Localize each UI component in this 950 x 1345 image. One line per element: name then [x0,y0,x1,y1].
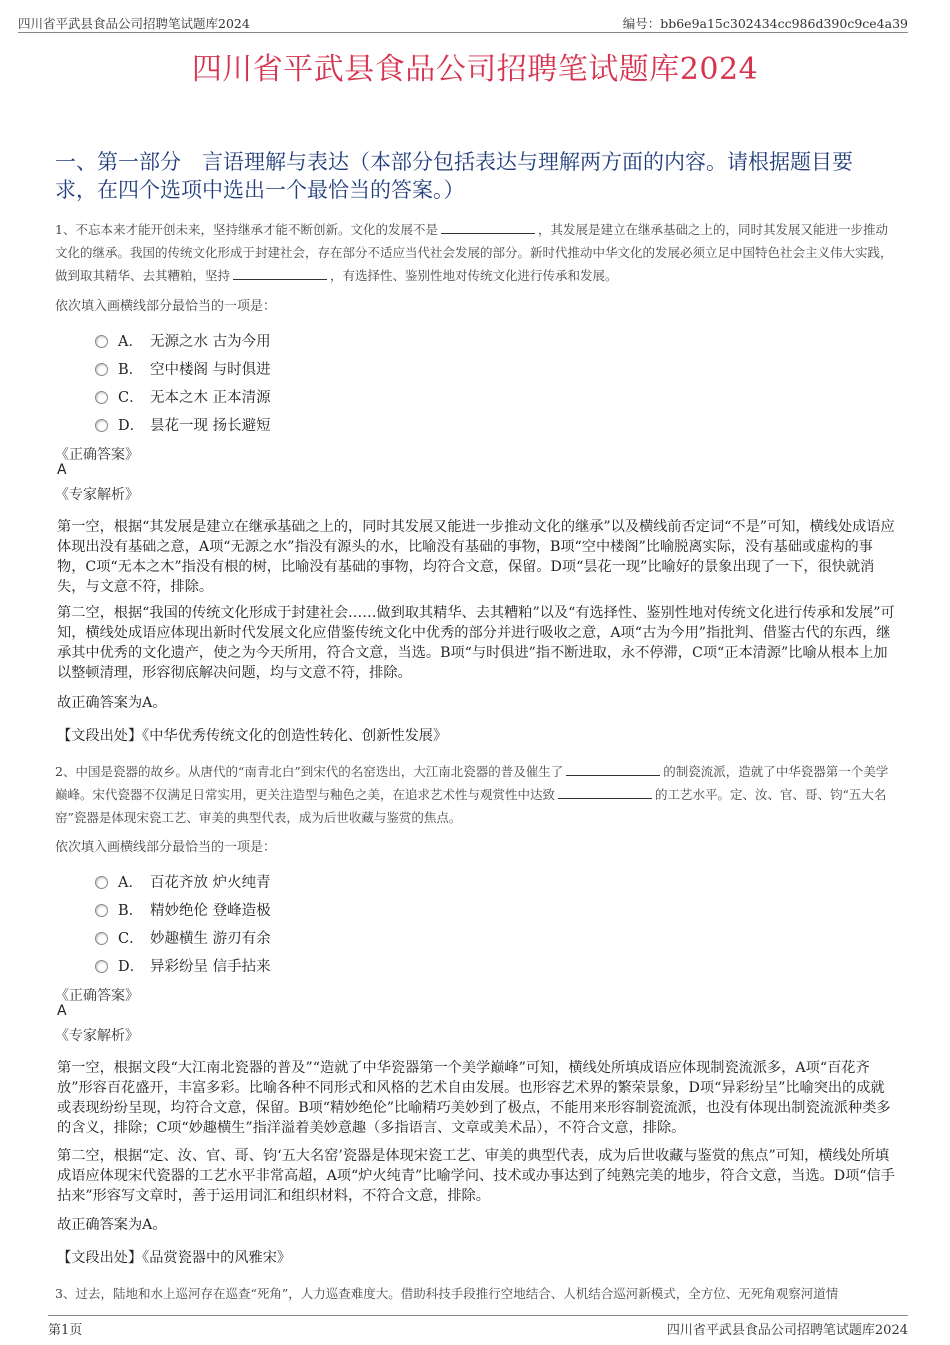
option-d[interactable] [95,955,271,976]
option-text: 无本之木 正本清源 [150,390,271,406]
option-letter: C． [118,390,144,406]
footer-page-number: 第1页 [48,1323,83,1338]
source-citation: 【文段出处】《中华优秀传统文化的创造性转化、创新性发展》 [57,728,448,744]
question-text-part: 的工艺水平。定、汝、官、哥、钧“五大名窑”瓷器是体现宋瓷工艺、审美的典型代表，成为后世收藏与鉴赏的焦点。 [55,787,887,825]
option-letter: B． [118,903,144,919]
option-text: 百花齐放 炉火纯青 [150,875,271,891]
option-c[interactable] [95,386,271,407]
analysis-label: 《专家解析》 [55,1028,139,1044]
option-a[interactable] [95,330,271,351]
page-header [18,12,908,33]
option-c[interactable] [95,927,271,948]
analysis-paragraph: 第一空，根据“其发展是建立在继承基础之上的，同时其发展又能进一步推动文化的继承”以及横线前否定词“不是”可知，横线处成语应体现出没有基础之意，A项“无源之水”指没有源头的水，比喻没有基础的事物，B项“空中楼阁”比喻脱离实际，没有基础或虚构的事物，C项“无本之木”指没有根的树，比喻没有基础的事物，均符合文意，保留。D项“昙花一现”比喻好的景象出现了一下，很快就消失，与文意不符，排除。 [57,519,895,595]
option-b[interactable] [95,358,271,379]
header-doc-title: 四川省平武县食品公司招聘笔试题库2024 [18,16,250,31]
option-b[interactable] [95,899,271,920]
radio-icon[interactable] [95,876,108,889]
option-letter: A． [118,334,143,350]
question-prompt: 依次填入画横线部分最恰当的一项是： [55,299,277,314]
radio-icon[interactable] [95,419,108,432]
analysis-paragraph: 第一空，根据文段“大江南北瓷器的普及”“造就了中华瓷器第一个美学巅峰”可知，横线处所填成语应体现制瓷流派多，A项“百花齐放”形容百花盛开，丰富多彩。比喻各种不同形式和风格的艺术自由发展。也形容艺术界的繁荣景象，D项“异彩纷呈”比喻突出的成就或表现纷纷呈现，均符合文意，保留。B项“精妙绝伦”比喻精巧美妙到了极点，不能用来形容制瓷流派，也没有体现出制瓷流派种类多的含义，排除；C项“妙趣横生”指洋溢着美妙意趣（多指语言、文章或美术品），不符合文意，排除。 [57,1060,891,1136]
option-text: 精妙绝伦 登峰造极 [150,903,271,919]
fill-blank [441,221,535,234]
page-title: 四川省平武县食品公司招聘笔试题库2024 [191,52,759,87]
option-letter: D． [118,959,145,975]
option-letter: C． [118,931,144,947]
radio-icon[interactable] [95,335,108,348]
section-heading: 一、第一部分 言语理解与表达（本部分包括表达与理解两方面的内容。请根据题目要求，在四个选项中选出一个最恰当的答案。） [55,150,853,202]
analysis-paragraph: 第二空，根据“定、汝、官、哥、钧‘五大名窑’瓷器是体现宋瓷工艺、审美的典型代表，成为后世收藏与鉴赏的焦点”可知，横线处所填成语应体现宋代瓷器的工艺水平非常高超，A项“炉火纯青”比喻学问、技术或办事达到了纯熟完美的地步，符合文意，当选。D项“信手拈来”形容写文章时，善于运用词汇和组织材料，不符合文意，排除。 [57,1148,895,1204]
option-a[interactable] [95,871,271,892]
fill-blank [233,267,327,280]
option-text: 妙趣横生 游刃有余 [150,931,271,947]
answer-label: 《正确答案》 [55,447,139,463]
option-text: 昙花一现 扬长避短 [150,418,271,434]
question-1-text [55,218,900,287]
question-3-text: 3、过去，陆地和水上巡河存在巡查“死角”，人力巡查难度大。借助科技手段推行空地结合、人机结合巡河新模式，全方位、无死角观察河道情 [55,1286,839,1301]
radio-icon[interactable] [95,904,108,917]
question-text-part: ，其发展是建立在继承基础之上的，同时其发展又能进一步推动文化的继承。我国的传统文化形成于封建社会，存在部分不适应当代社会发展的部分。新时代推动中华文化的发展必须立足中国特色社会主义伟大实践，做到取其精华、去其糟粕，坚持 [55,222,893,283]
question-text-part: 1、不忘本来才能开创未来，坚持继承才能不断创新。文化的发展不是 [55,222,438,237]
question-text-part: 的制瓷流派，造就了中华瓷器第一个美学巅峰。宋代瓷器不仅满足日常实用，更关注造型与釉色之美，在追求艺术性与观赏性中达致 [55,764,889,802]
source-citation: 【文段出处】《品赏瓷器中的风雅宋》 [57,1250,292,1266]
question-text-part: 2、中国是瓷器的故乡。从唐代的“南青北白”到宋代的名窑迭出，大江南北瓷器的普及催生了 [55,764,564,779]
header-doc-id: 编号：bb6e9a15c302434cc986d390c9ce4a39 [622,16,908,31]
option-letter: D． [118,418,145,434]
answer-value: A [57,462,67,478]
answer-value: A [57,1003,67,1019]
page-footer [48,1315,908,1338]
fill-blank [558,786,652,799]
radio-icon[interactable] [95,932,108,945]
question-prompt: 依次填入画横线部分最恰当的一项是： [55,840,277,855]
answer-label: 《正确答案》 [55,988,139,1004]
analysis-conclusion: 故正确答案为A。 [57,695,167,711]
analysis-label: 《专家解析》 [55,487,139,503]
option-letter: A． [118,875,143,891]
analysis-conclusion: 故正确答案为A。 [57,1217,167,1233]
radio-icon[interactable] [95,363,108,376]
radio-icon[interactable] [95,391,108,404]
question-2-text [55,760,900,829]
option-text: 无源之水 古为今用 [150,334,271,350]
option-letter: B． [118,362,144,378]
radio-icon[interactable] [95,960,108,973]
option-text: 空中楼阁 与时俱进 [150,362,271,378]
fill-blank [566,763,660,776]
option-text: 异彩纷呈 信手拈来 [150,959,271,975]
option-d[interactable] [95,414,271,435]
question-text-part: ，有选择性、鉴别性地对传统文化进行传承和发展。 [330,268,618,283]
footer-doc-title: 四川省平武县食品公司招聘笔试题库2024 [666,1323,908,1338]
analysis-paragraph: 第二空，根据“我国的传统文化形成于封建社会……做到取其精华、去其糟粕”以及“有选择性、鉴别性地对传统文化进行传承和发展”可知，横线处成语应体现出新时代发展文化应借鉴传统文化中优秀的部分并进行吸收之意，A项“古为今用”指批判、借鉴古代的东西，继承其中优秀的文化遗产，使之为今天所用，符合文意，当选。B项“与时俱进”指不断进取，永不停滞，C项“正本清源”比喻从根本上加以整顿清理，形容彻底解决问题，均与文意不符，排除。 [57,605,895,681]
